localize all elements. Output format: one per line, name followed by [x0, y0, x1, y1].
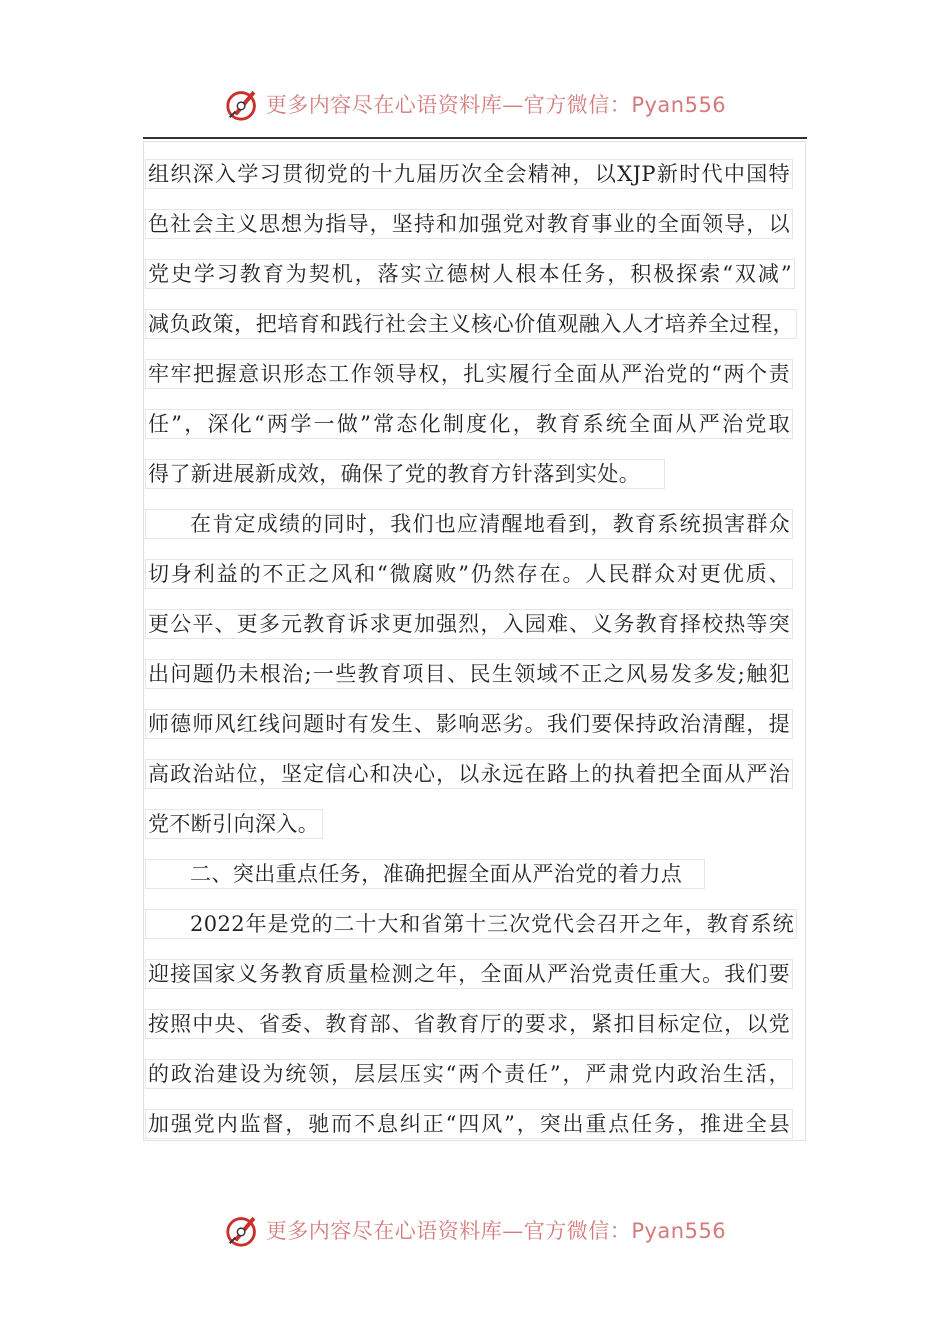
body-line: 色社会主义思想为指导，坚持和加强党对教育事业的全面领导，以	[145, 199, 805, 249]
body-line: 高政治站位，坚定信心和决心，以永远在路上的执着把全面从严治	[145, 749, 805, 799]
body-line: 迎接国家义务教育质量检测之年，全面从严治党责任重大。我们要	[145, 949, 805, 999]
quill-logo-icon	[224, 1211, 262, 1249]
quill-logo-icon	[224, 85, 262, 123]
body-line: 加强党内监督，驰而不息纠正“四风”，突出重点任务，推进全县	[145, 1099, 805, 1149]
footer-banner-text: 更多内容尽在心语资料库—官方微信：Pyan556	[265, 1219, 727, 1243]
section-heading: 二、突出重点任务，准确把握全面从严治党的着力点	[145, 849, 805, 899]
body-line: 得了新进展新成效，确保了党的教育方针落到实处。	[145, 449, 805, 499]
body-line: 党史学习教育为契机，落实立德树人根本任务，积极探索“双减”	[145, 249, 805, 299]
body-line: 任”，深化“两学一做”常态化制度化，教育系统全面从严治党取	[145, 399, 805, 449]
body-line: 按照中央、省委、教育部、省教育厅的要求，紧扣目标定位，以党	[145, 999, 805, 1049]
body-line: 师德师风红线问题时有发生、影响恶劣。我们要保持政治清醒，提	[145, 699, 805, 749]
header-banner-text: 更多内容尽在心语资料库—官方微信：Pyan556	[265, 93, 727, 117]
body-line: 组织深入学习贯彻党的十九届历次全会精神，以XJP新时代中国特	[145, 149, 805, 199]
body-line: 的政治建设为统领，层层压实“两个责任”，严肃党内政治生活，	[145, 1049, 805, 1099]
body-line: 减负政策，把培育和践行社会主义核心价值观融入人才培养全过程，	[145, 299, 805, 349]
paragraph-start-line: 在肯定成绩的同时，我们也应清醒地看到，教育系统损害群众	[145, 499, 805, 549]
header-banner	[0, 84, 950, 124]
body-line: 切身利益的不正之风和“微腐败”仍然存在。人民群众对更优质、	[145, 549, 805, 599]
body-line: 牢牢把握意识形态工作领导权，扎实履行全面从严治党的“两个责	[145, 349, 805, 399]
paragraph-start-line: 2022年是党的二十大和省第十三次党代会召开之年，教育系统	[145, 899, 805, 949]
document-body	[145, 149, 805, 1149]
header-rule	[143, 137, 807, 139]
footer-banner	[0, 1210, 950, 1250]
body-line: 更公平、更多元教育诉求更加强烈，入园难、义务教育择校热等突	[145, 599, 805, 649]
body-line: 党不断引向深入。	[145, 799, 805, 849]
body-line: 出问题仍未根治;一些教育项目、民生领域不正之风易发多发;触犯	[145, 649, 805, 699]
